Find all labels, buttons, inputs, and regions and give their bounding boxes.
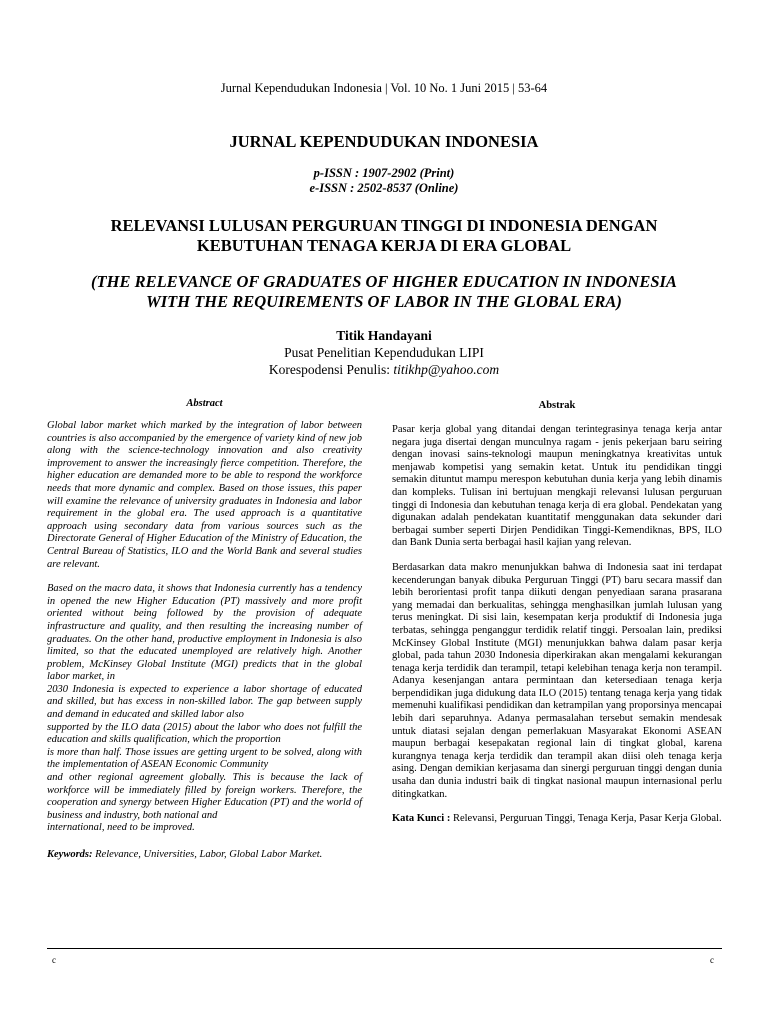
- keywords-label: Keywords:: [47, 849, 93, 860]
- author-block: [0, 327, 768, 378]
- print-issn: p-ISSN : 1907-2902 (Print): [313, 166, 455, 180]
- abstract-paragraph: international, need to be improved.: [47, 822, 195, 834]
- abstract-paragraph: is more than half. Those issues are getting urgent to be solved, along with the implementation of ASEAN Economic Community: [47, 746, 362, 771]
- running-header: Jurnal Kependudukan Indonesia | Vol. 10 No. 1 Juni 2015 | 53-64: [220, 81, 548, 95]
- abstract-paragraph: Global labor market which marked by the integration of labor between countries is also accompanied by the emergence of variety kind of new job along with the science-technology innovation and also creativity improvement to answer the increasingly fierce competition. Therefore, the higher education are demanded more to be able to respond the workforce needs that more dynamic and complex. Based on those issues, this paper will examine the relevance of university graduates in Indonesia and labor requirement in the global era. The used approach is a quantitative approach using secondary data from various sources such as the Directorate General of Higher Education of the Ministry of Education, the Central Bureau of Statistics, ILO and the World Bank and several studies are relevant.: [47, 420, 362, 570]
- abstrak-heading: Abstrak: [538, 400, 576, 411]
- author-affiliation: Pusat Penelitian Kependudukan LIPI: [284, 345, 484, 360]
- abstract-paragraph: 2030 Indonesia is expected to experience a labor shortage of educated and skilled, but has excess in non-skilled labor. The gap between supply and demand in educated and skilled labor also: [47, 683, 362, 721]
- title-id-line-2: KEBUTUHAN TENAGA KERJA DI ERA GLOBAL: [196, 236, 572, 255]
- kata-kunci-label: Kata Kunci :: [392, 813, 451, 825]
- keywords-line: [47, 849, 362, 862]
- kata-kunci-text: Relevansi, Perguruan Tinggi, Tenaga Kerja, Pasar Kerja Global.: [452, 813, 722, 825]
- title-en-line-1: (THE RELEVANCE OF GRADUATES OF HIGHER EDUCATION IN INDONESIA: [91, 272, 677, 291]
- abstract-heading: Abstract: [186, 398, 223, 409]
- journal-name: JURNAL KEPENDUDUKAN INDONESIA: [229, 132, 539, 151]
- footer-divider: [47, 948, 722, 949]
- footer-mark-right: c: [710, 955, 714, 965]
- abstract-paragraph: supported by the ILO data (2015) about the labor who does not fulfill the education and skills qualification, which the proportion: [47, 721, 362, 746]
- correspondence-label: Korespodensi Penulis:: [268, 362, 390, 377]
- abstrak-paragraph: Berdasarkan data makro menunjukkan bahwa di Indonesia saat ini terdapat kecenderungan banyak dibuka Perguruan Tinggi (PT) baru secara massif dan lebih berorientasi profit tanpa diikuti dengan penyediaan sarana prasarana yang memadai dan berkualitas, sehingga menghasilkan jumlah lulusan yang terus meningkat. Di sisi lain, kesempatan kerja produktif di Indonesia juga terbatas, sehingga penganggur terdidik relatif tinggi. Persoalan lain, prediksi McKinsey Global Institute (MGI) menunjukkan bahwa dalam pasar kerja global, pada tahun 2030 Indonesia diperkirakan akan mengalami kekurangan tenaga kerja terdidik dan terampil, tetapi kelebihan tenaga kerja non terampil. Adanya kesenjangan antara permintaan dan ketersediaan tenaga kerja berpendidikan juga didukung data ILO (2015) tentang tenaga kerja yang tidak memenuhi kualifikasi pendidikan dan ketrampilan yang proporsinya mencapai lebih dari separuhnya. Adanya permasalahan tersebut semakin mendesak untuk diatasi sejalan dengan pemerlakuan Masyarakat Ekonomi ASEAN maupun berbagai kesepakatan regional lain di tingkat global, karena kurangnya tenaga kerja terdidik dan terampil akan diisi oleh tenaga kerja asing. Dengan demikian kerjasama dan sinergi perguruan tinggi dengan dunia usaha dan dunia industri baik di tingkat nasional maupun internasional perlu ditingkatkan.: [392, 561, 722, 800]
- abstract-english: [47, 398, 362, 862]
- author-email[interactable]: titikhp@yahoo.com: [393, 362, 500, 377]
- title-id-line-1: RELEVANSI LULUSAN PERGURUAN TINGGI DI INDONESIA DENGAN: [110, 216, 658, 235]
- abstract-indonesian: [392, 400, 722, 826]
- footer-mark-left: c: [52, 955, 56, 965]
- author-correspondence: [0, 361, 768, 378]
- abstract-paragraph: and other regional agreement globally. This is because the lack of workforce will be immediately filled by foreign workers. Therefore, the cooperation and synergy between Higher Education (PT) and the world of business and industry, both national and: [47, 772, 362, 821]
- title-en-line-2: WITH THE REQUIREMENTS OF LABOR IN THE GLOBAL ERA): [146, 292, 622, 311]
- author-name: Titik Handayani: [336, 328, 432, 343]
- abstract-paragraph: Based on the macro data, it shows that Indonesia currently has a tendency in opened the new Higher Education (PT) massively and more profit oriented without being followed by the provision of adequate infrastructure and quality, and then resulting the increasing number of graduates. On the other hand, productive employment in Indonesia is also limited, so that the educated unemployed are relatively high. Another problem, McKinsey Global Institute (MGI) predicts that in the global labor market, in: [47, 583, 362, 683]
- kata-kunci-line: [392, 813, 722, 826]
- issn-block: [0, 166, 768, 196]
- paper-title-indonesian: [0, 216, 768, 256]
- online-issn: e-ISSN : 2502-8537 (Online): [309, 181, 459, 195]
- paper-title-english: [0, 272, 768, 312]
- keywords-text: Relevance, Universities, Labor, Global Labor Market.: [95, 849, 323, 860]
- abstrak-paragraph: Pasar kerja global yang ditandai dengan terintegrasinya tenaga kerja antar negara juga disertai dengan munculnya ragam - jenis pekerjaan baru seiring dengan inovasi sains-teknologi maupun meningkatnya kreativitas untuk menjawab kompetisi yang semakin ketat. Untuk itu pendidikan tinggi semakin dituntut mampu merespon kebutuhan dunia kerja yang lebih dinamis dan kompleks. Tulisan ini bertujuan mengkaji relevansi lulusan perguruan tinggi di Indonesia dan kebutuhan tenaga kerja di era global. Pendekatan yang digunakan adalah pendekatan kuantitatif menggunakan data sekunder dari berbagai sumber seperti Dirjen Pendidikan Tinggi-Kemendiknas, BPS, ILO dan Bank Dunia serta berbagai hasil kajian yang relevan.: [392, 424, 722, 549]
